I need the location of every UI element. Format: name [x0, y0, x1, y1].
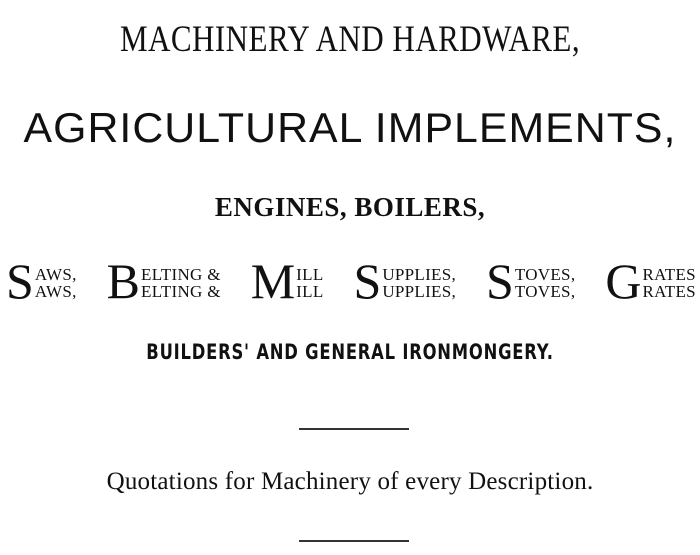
product-label-bottom: AWS, — [34, 282, 77, 301]
product-label-bottom: ELTING & — [141, 282, 221, 301]
product-label-bottom: ILL — [296, 282, 324, 301]
product-label-top: ELTING & — [141, 265, 221, 284]
heading-machinery-hardware: MACHINERY AND HARDWARE, — [119, 19, 581, 60]
product-grates — [605, 253, 696, 309]
product-label-top: AWS, — [34, 265, 77, 284]
heading-agricultural-implements: AGRICULTURAL IMPLEMENTS, — [23, 104, 677, 151]
product-stoves — [486, 253, 576, 309]
product-label-bottom: UPPLIES, — [382, 282, 457, 301]
product-initial: S — [486, 253, 514, 309]
product-saws — [6, 253, 77, 309]
product-initial: S — [353, 253, 382, 309]
product-initial: G — [605, 253, 642, 309]
product-initial: B — [106, 253, 141, 309]
product-label-bottom: RATES — [642, 282, 696, 301]
product-supplies — [353, 253, 457, 309]
divider-rule — [299, 540, 409, 542]
product-label-top: UPPLIES, — [382, 265, 457, 284]
subheading-ironmongery: BUILDERS' AND GENERAL IRONMONGERY. — [146, 340, 554, 364]
product-label-bottom: TOVES, — [514, 282, 576, 301]
product-list — [6, 253, 696, 309]
product-label-top: ILL — [296, 265, 324, 284]
divider-rule — [299, 428, 409, 430]
product-initial: S — [6, 253, 34, 309]
quotation-line: Quotations for Machinery of every Description. — [106, 468, 594, 495]
product-belting — [106, 253, 221, 309]
product-mill — [250, 253, 324, 309]
heading-engines-boilers: ENGINES, BOILERS, — [214, 192, 486, 222]
product-initial: M — [250, 253, 296, 309]
product-label-top: TOVES, — [514, 265, 576, 284]
product-label-top: RATES — [642, 265, 696, 284]
